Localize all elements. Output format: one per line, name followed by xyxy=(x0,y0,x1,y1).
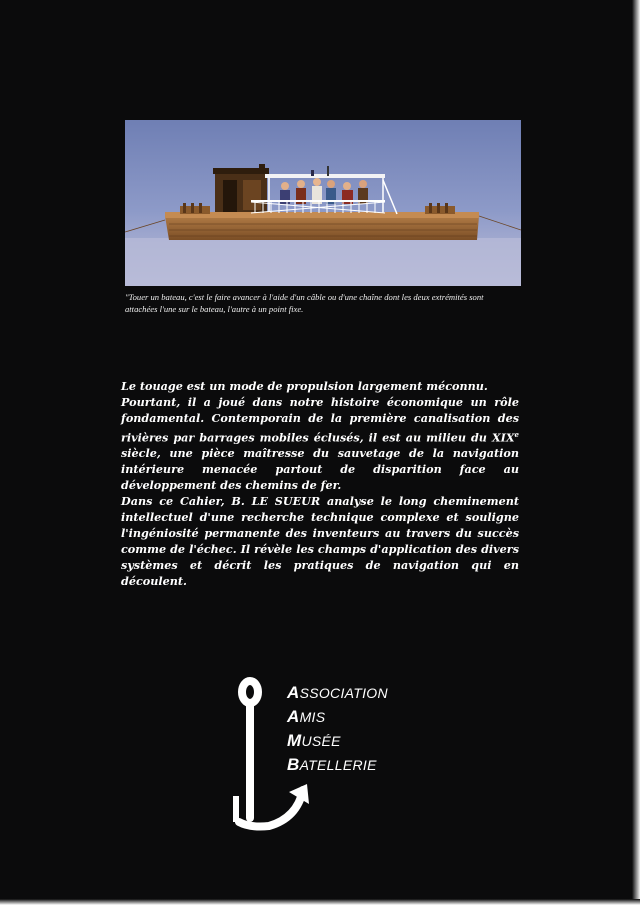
logo-word: MIS xyxy=(299,709,326,725)
logo-initial: M xyxy=(287,731,302,750)
page-edge xyxy=(632,0,640,905)
logo-line xyxy=(287,753,388,777)
logo-line xyxy=(287,705,388,729)
logo-initial: A xyxy=(287,683,300,702)
description-text xyxy=(121,379,519,590)
paragraph-text: siècle, une pièce maîtresse du sauvetage de la navigation intérieure menacée partout de disparition face au développement des chemins de fer. xyxy=(121,446,519,493)
association-name xyxy=(287,681,388,777)
paragraph: Le touage est un mode de propulsion largement méconnu. xyxy=(121,379,488,393)
boat-model-photo xyxy=(125,120,521,286)
boat-illustration xyxy=(125,120,521,286)
photo-caption xyxy=(125,291,525,315)
logo-line xyxy=(287,729,388,753)
logo-word: SSOCIATION xyxy=(299,685,388,701)
page-edge xyxy=(0,899,640,905)
paragraph: Dans ce Cahier, B. LE SUEUR analyse le long cheminement intellectuel d'une recherche technique complexe et souligne l'ingéniosité permanente des inventeurs au travers du succès comme de l'échec. Il révèle les champs d'application des divers systèmes et décrit les pratiques de navigation qui en découlent. xyxy=(121,494,519,588)
century-numeral: XIX xyxy=(491,430,515,445)
logo-initial: B xyxy=(287,755,300,774)
paragraph xyxy=(121,395,519,494)
logo-word: ATELLERIE xyxy=(299,757,377,773)
caption-line: attachées l'une sur le bateau, l'autre à un point fixe. xyxy=(125,304,304,314)
caption-line: "Touer un bateau, c'est le faire avancer à l'aide d'un câble ou d'une chaîne dont les deux extrémités sont xyxy=(125,292,484,302)
century-superscript: e xyxy=(514,429,519,439)
paragraph-text: Pourtant, il a joué dans notre histoire économique un rôle fondamental. Contemporain de la première canalisation des rivières par barrages mobiles éclusés, il est au milieu du xyxy=(121,394,519,445)
logo-initial: A xyxy=(287,707,300,726)
logo-word: USÉE xyxy=(301,733,341,749)
logo-line xyxy=(287,681,388,705)
